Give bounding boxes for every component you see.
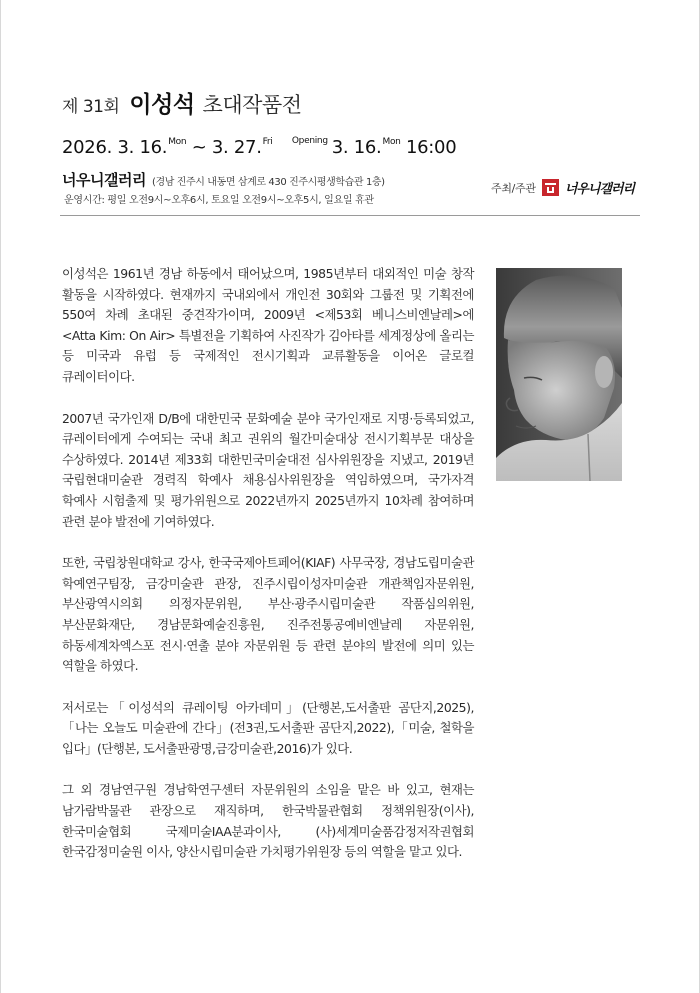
ear-shape <box>595 356 613 388</box>
gallery-address: (경남 진주시 내동면 삼계로 430 진주시평생학습관 1층) <box>151 177 385 188</box>
header-divider <box>60 215 640 216</box>
bio-paragraph: 그 외 경남연구원 경남학연구센터 자문위원의 소임을 맡은 바 있고, 현재는 남가람박물관 관장으로 재직하며, 한국박물관협회 정책위원장(이사), 한국미술협회 국제미술IAA분과이사, (사)세계미술품감정저작권협회 한국감정미술원 이사, 양산시립미술관 가치평가위원장 등의 역할을 맡고 있다. <box>62 782 474 860</box>
opening-date: 3. 16. <box>331 137 382 158</box>
edition-number: 제 31회 <box>62 97 120 117</box>
gallery-seal-icon <box>542 179 559 196</box>
portrait-image <box>496 268 622 481</box>
bio-paragraph: 저서로는「이성석의 큐레이팅 아카데미」(단행본,도서출판 곰단지,2025),「나는 오늘도 미술관에 간다」(전3권,도서출판 곰단지,2022),「미술, 철학을 입다」(단행본, 도서출판광명,금강미술관,2016)가 있다. <box>62 699 474 756</box>
artist-name: 이성석 <box>129 92 195 118</box>
bio-paragraph: 또한, 국립창원대학교 강사, 한국국제아트페어(KIAF) 사무국장, 경남도립미술관 학예연구팀장, 금강미술관 관장, 진주시립이성자미술관 개관책임자문위원, 부산광역시의회 의정자문위원, 부산·광주시립미술관 작품심의위원, 부산문화재단, 경남문화예술진흥원, 진주전통공예비엔날레 자문위원, 하동세계차엑스포 전시·연출 분야 자문위원 등 관련 분야의 발전에 의미 있는 역할을 하였다. <box>62 555 474 674</box>
gallery-info <box>62 169 385 190</box>
artist-biography <box>62 264 474 884</box>
exhibition-title <box>62 86 301 119</box>
gallery-name: 너우니갤러리 <box>62 171 146 189</box>
operating-hours: 운영시간: 평일 오전9시~오후6시, 토요일 오전9시~오후5시, 일요일 휴관 <box>64 195 374 206</box>
end-date: 3. 27. <box>211 137 262 158</box>
bio-paragraph: 이성석은 1961년 경남 하동에서 태어났으며, 1985년부터 대외적인 미술 창작 활동을 시작하였다. 현재까지 국내외에서 개인전 30회와 그룹전 및 기획전에 550여 차례 초대된 중견작가이며, 2009년 <제53회 베니스비엔날레>에 <Atta Kim: On Air> 특별전을 기획하여 사진작가 김아타를 세계정상에 올리는 등 미국과 유럽 등 국제적인 전시기획과 교류활동을 이어온 글로컬 큐레이터이다. <box>62 266 474 384</box>
bio-paragraph: 2007년 국가인재 D/B에 대한민국 문화예술 분야 국가인재로 지명·등록되었고, 큐레이터에게 수여되는 국내 최고 권위의 월간미술대상 전시기획부문 대상을 수상하였다. 2014년 제33회 대한민국미술대전 심사위원장을 지냈고, 2019년 국립현대미술관 경력직 학예사 채용심사위원장을 역임하였으며, 국가자격 학예사 시험출제 및 평가위원으로 2022년까지 2025년까지 10차례 참여하며 관련 분야 발전에 기여하였다. <box>62 410 474 529</box>
opening-day: Mon <box>382 137 401 147</box>
start-date: 2026. 3. 16. <box>62 137 168 158</box>
title-suffix: 초대작품전 <box>202 93 302 117</box>
end-day: Fri <box>262 137 273 147</box>
start-day: Mon <box>168 137 187 147</box>
exhibition-dates <box>62 136 456 158</box>
opening-label: Opening <box>291 136 328 146</box>
date-separator: ~ <box>191 137 207 158</box>
host-label: 주최/주관 <box>491 181 536 195</box>
artist-portrait-photo <box>496 268 622 481</box>
host-organizer <box>491 178 634 197</box>
gallery-logo: 너우니갤러리 <box>564 182 635 197</box>
opening-time: 16:00 <box>405 137 457 158</box>
